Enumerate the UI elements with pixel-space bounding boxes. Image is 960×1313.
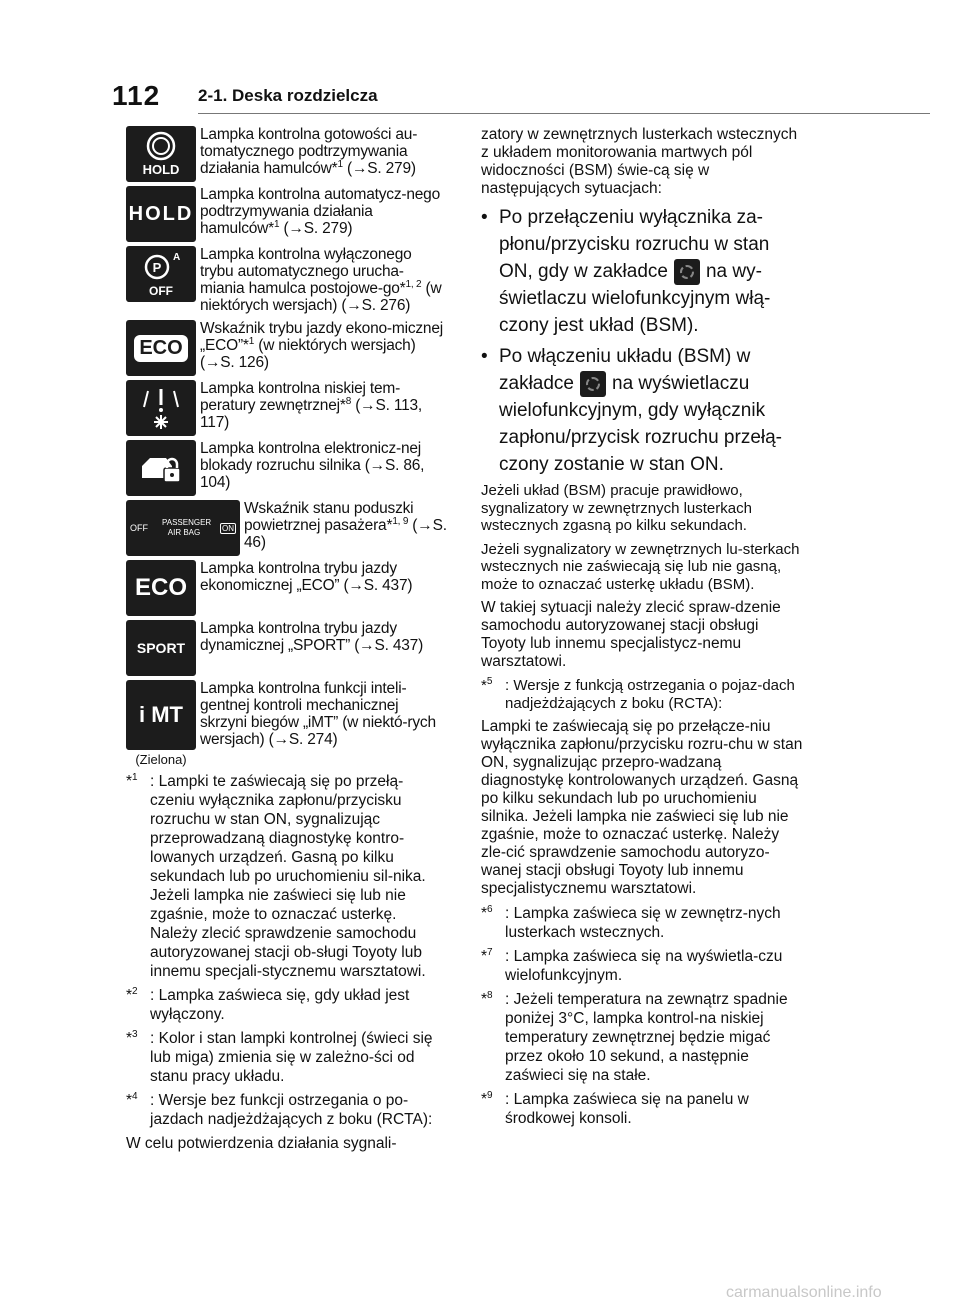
- indicator-description: Lampka kontrolna niskiej tem-peratury zewnętrznej*$^8$ (→S. 113, 117): [200, 380, 423, 431]
- settings-tab-icon: [580, 371, 606, 397]
- indicator-description: Wskaźnik trybu jazdy ekono-micznej „ECO”*$^1$ (w niektórych wersjach) (→S. 126): [200, 320, 444, 371]
- indicator-description: Wskaźnik stanu poduszki powietrznej pasażera*$^{1, 9}$ (→S. 46): [244, 500, 447, 551]
- indicator-description: Lampka kontrolna elektronicz-nej blokady rozruchu silnika (→S. 86, 104): [200, 440, 425, 491]
- page-header: [112, 80, 930, 114]
- svg-text:A: A: [173, 252, 181, 263]
- airbag-label: PASSENGER AIR BAG: [162, 518, 212, 537]
- indicator-row: [126, 246, 448, 314]
- svg-text:P: P: [152, 260, 162, 275]
- left-column: [126, 126, 448, 1159]
- footnote: *$^5$ : Wersje z funkcją ostrzegania o pojaz-dach nadjeżdżających z boku (RCTA):: [481, 676, 795, 712]
- sport-mode-icon: SPORT: [126, 620, 196, 676]
- parking-brake-auto-off-icon: [126, 246, 196, 302]
- paragraph: Lampki te zaświecają się po przełącze-niu wyłącznika zapłonu/przycisku rozru-chu w stan ON, sygnalizując przepro-wadzaną diagnostykę kontrolowanych urządzeń. Gasną po kilku sekundach lub po uruchomieniu silnika. Jeżeli lampka nie zaświeci się lub nie zgaśnie, może to oznaczać usterkę. Należy zle-cić sprawdzenie samochodu autoryzo-wanej stacji obsługi Toyoty lub innemu specjalistycznemu warsztatowi.: [481, 718, 803, 897]
- indicator-row: [126, 620, 448, 676]
- indicator-row: [126, 440, 448, 496]
- indicator-description: Lampka kontrolna automatycz-nego podtrzymywania działania hamulców*$^1$ (→S. 279): [200, 186, 441, 237]
- indicator-description: Lampka kontrolna wyłączonego trybu automatycznego urucha-miania hamulca postojowe-go*$^{1, 2}$ (w niektórych wersjach) (→S. 276): [200, 246, 442, 314]
- paragraph: Jeżeli układ (BSM) pracuje prawidłowo, sygnalizatory w zewnętrznych lusterkach wstecznych zgasną po kilku sekundach.: [481, 482, 752, 534]
- indicator-row: [126, 680, 448, 767]
- settings-tab-icon: [674, 259, 700, 285]
- footnote: *$^6$ : Lampka zaświeca się w zewnętrz-nych lusterkach wstecznych.: [481, 903, 781, 941]
- passenger-airbag-status-icon: [126, 500, 240, 556]
- bullet-item: • Po włączeniu układu (BSM) w zakładce na wyświetlaczu wielofunkcyjnym, gdy wyłącznik zapłonu/przycisk rozruchu przełą-czony zostanie w stan ON.: [481, 346, 783, 475]
- indicator-description: Lampka kontrolna trybu jazdy dynamicznej „SPORT” (→S. 437): [200, 620, 424, 654]
- paragraph: W takiej sytuacji należy zlecić spraw-dzenie samochodu autoryzowanej stacji obsługi Toyoty lub innemu specjalistycz-nemu warsztatowi.: [481, 599, 781, 670]
- footnote: *$^9$ : Lampka zaświeca się na panelu w środkowej konsoli.: [481, 1089, 749, 1127]
- closing-paragraph: W celu potwierdzenia działania sygnali-: [126, 1135, 397, 1152]
- footnote: *$^1$ : Lampki te zaświecają się po przełą-czeniu wyłącznika zapłonu/przycisku rozruchu w stan ON, sygnalizując przeprowadzaną diagnostykę kontro-lowanych urządzeń. Gasną po kilku sekundach lub po uruchomieniu sil-nika. Jeżeli lampka nie zaświeci się lub nie zgaśnie, może to oznaczać usterkę. Należy zlecić sprawdzenie samochodu autoryzowanej stacji ob-sługi Toyoty lub innemu specjali-stycznemu warsztatowi.: [126, 771, 426, 980]
- airbag-off-label: OFF: [130, 523, 148, 533]
- bullet-item: • Po przełączeniu wyłącznika za-płonu/przycisku rozruchu w stan ON, gdy w zakładce na wy-świetlaczu wielofunkcyjnym włą-czony jest układ (BSM).: [481, 207, 771, 336]
- section-title: 2-1. Deska rozdzielcza: [198, 86, 378, 105]
- low-outside-temperature-icon: [126, 380, 196, 436]
- indicator-row: [126, 320, 448, 376]
- icon-caption: (Zielona): [135, 752, 187, 767]
- right-column: [481, 126, 803, 1128]
- airbag-on-label: ON: [222, 523, 234, 533]
- indicator-row: [126, 380, 448, 436]
- footnote: *$^7$ : Lampka zaświeca się na wyświetla-czu wielofunkcyjnym.: [481, 946, 783, 984]
- page-number: 112: [112, 80, 161, 111]
- paragraph: Jeżeli sygnalizatory w zewnętrznych lu-sterkach wstecznych nie zaświecają się lub nie gasną, może to oznaczać usterkę układu (BSM).: [481, 540, 800, 593]
- indicator-row: [126, 186, 448, 242]
- icon-text: OFF: [149, 284, 173, 298]
- footnote: *$^2$ : Lampka zaświeca się, gdy układ jest wyłączony.: [126, 985, 410, 1023]
- icon-text: HOLD: [142, 162, 180, 177]
- footnotes: [126, 772, 448, 1129]
- header-rule: [198, 113, 930, 114]
- imt-icon: i MT: [126, 680, 196, 750]
- indicator-description: Lampka kontrolna funkcji inteli-gentnej kontroli mechanicznej skrzyni biegów „iMT” (w niektó-rych wersjach) (→S. 274): [200, 680, 436, 748]
- footnote: *$^3$ : Kolor i stan lampki kontrolnej (świeci się lub miga) zmienia się w zależno-ści od stanu pracy układu.: [126, 1028, 433, 1085]
- brake-hold-operated-icon: HOLD: [126, 186, 196, 242]
- indicator-row: [126, 560, 448, 616]
- indicator-row: [126, 500, 448, 556]
- intro-paragraph: zatory w zewnętrznych lusterkach wstecznych z układem monitorowania martwych pól widoczności (BSM) świe-cą się w następujących sytuacjach:: [481, 126, 798, 197]
- watermark: carmanualsonline.info: [726, 1284, 882, 1301]
- footnote: *$^8$ : Jeżeli temperatura na zewnątrz spadnie poniżej 3°C, lampka kontrol-na niskiej temperatury zewnętrznej będzie migać przez około 10 sekund, a następnie zaświeci się na stałe.: [481, 989, 788, 1084]
- footnote: *$^4$ : Wersje bez funkcji ostrzegania o po-jazdach nadjeżdżających z boku (RCTA):: [126, 1090, 433, 1128]
- indicator-row: [126, 126, 448, 182]
- brake-hold-ready-icon: [126, 126, 196, 182]
- indicator-description: Lampka kontrolna gotowości au-tomatycznego podtrzymywania działania hamulców*$^1$ (→S. 279): [200, 126, 418, 177]
- eco-drive-indicator-icon: ECO: [126, 320, 196, 376]
- immobiliser-icon: [126, 440, 196, 496]
- eco-mode-icon: ECO: [126, 560, 196, 616]
- indicator-description: Lampka kontrolna trybu jazdy ekonomicznej „ECO” (→S. 437): [200, 560, 413, 594]
